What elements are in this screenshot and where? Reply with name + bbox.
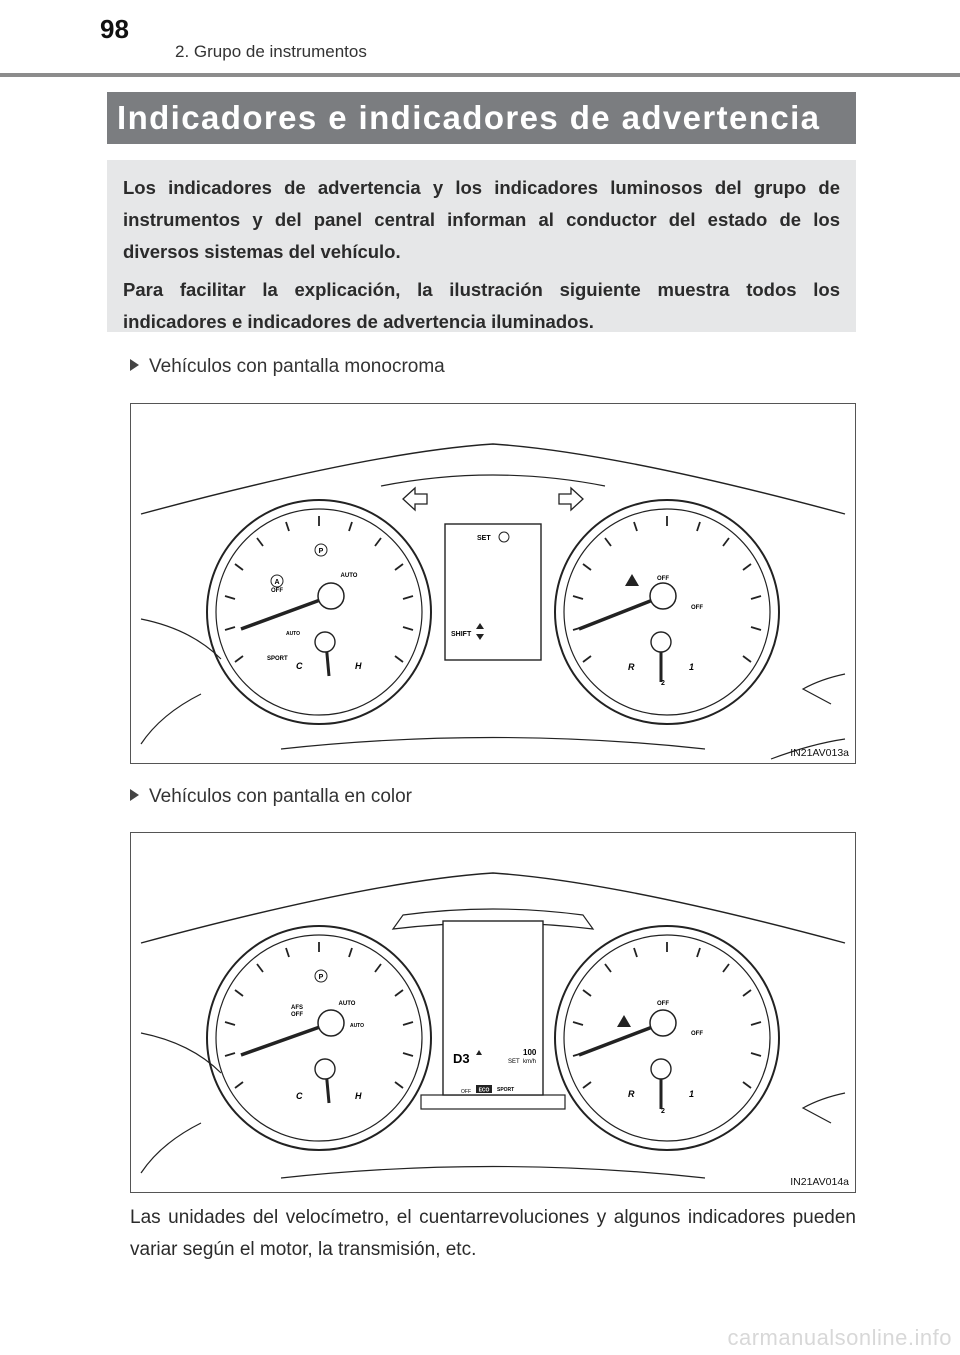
label-cold: C [296,1091,303,1101]
label-hot: H [355,661,362,671]
display-set: SET [508,1059,520,1065]
label-hot: H [355,1091,362,1101]
chapter-title: 2. Grupo de instrumentos [175,42,367,61]
label-park: P [318,974,324,981]
label-park: P [318,548,324,555]
label-off-2: OFF [691,605,703,611]
label-afs: AFS [291,1005,303,1011]
intro-paragraph-1: Los indicadores de advertencia y los indicadores luminosos del grupo de instrumentos y del panel central informan al conductor del estado de los diversos sistemas del vehículo. [123,177,840,262]
label-reserve: R [628,662,635,672]
watermark: carmanualsonline.info [727,1325,952,1350]
label-one: 1 [689,662,695,672]
label-auto-2: AUTO [285,631,301,637]
display-speed: 100 [523,1048,537,1057]
display-unit: km/h [523,1059,537,1065]
label-cold: C [296,661,303,671]
label-two: 2 [661,1108,665,1115]
footer-note: Las unidades del velocímetro, el cuentarrevoluciones y algunos indicadores pueden variar según el motor, la transmisión, etc. [130,1207,856,1260]
section-title: Indicadores e indicadores de advertencia [107,92,856,144]
figure-1-caption [130,356,445,378]
figure-2-caption-text: Vehículos con pantalla en color [149,786,413,807]
label-one: 1 [689,1089,695,1099]
label-off-2: OFF [691,1031,703,1037]
page-number: 98 [100,14,129,44]
bullet-triangle-icon [130,789,139,801]
display-off: OFF [461,1089,471,1095]
cluster-illustration-2 [131,833,855,1192]
figure-2-caption [130,786,412,808]
display-sport: SPORT [497,1087,515,1093]
intro-paragraph-2: Para facilitar la explicación, la ilustración siguiente muestra todos los indicadores e indicadores de advertencia iluminados. [123,279,840,332]
header-divider [0,73,960,77]
label-reserve: R [628,1089,635,1099]
cluster-illustration-1 [131,404,855,763]
figure-1-caption-text: Vehículos con pantalla monocroma [149,356,445,377]
label-off-1: OFF [657,1001,669,1007]
page-header [0,0,960,80]
label-off-1: OFF [657,576,669,582]
label-two: 2 [661,680,665,687]
label-sport: SPORT [267,656,288,662]
bullet-triangle-icon [130,359,139,371]
display-shift: SHIFT [451,631,472,638]
label-afs-off: OFF [291,1012,303,1018]
display-set: SET [477,535,491,542]
figure-2-color-cluster [130,832,856,1193]
display-gear: D3 [453,1051,470,1066]
label-off: OFF [271,588,283,594]
label-auto: AUTO [338,1001,356,1007]
label-auto: AUTO [340,573,358,579]
intro-box [107,160,856,332]
figure-1-monochrome-cluster [130,403,856,764]
display-eco: ECO [478,1087,490,1094]
figure-1-code: IN21AV013a [790,747,849,759]
label-auto-2: AUTO [349,1023,365,1029]
figure-2-code: IN21AV014a [790,1176,849,1188]
label-assist: A [274,579,280,586]
